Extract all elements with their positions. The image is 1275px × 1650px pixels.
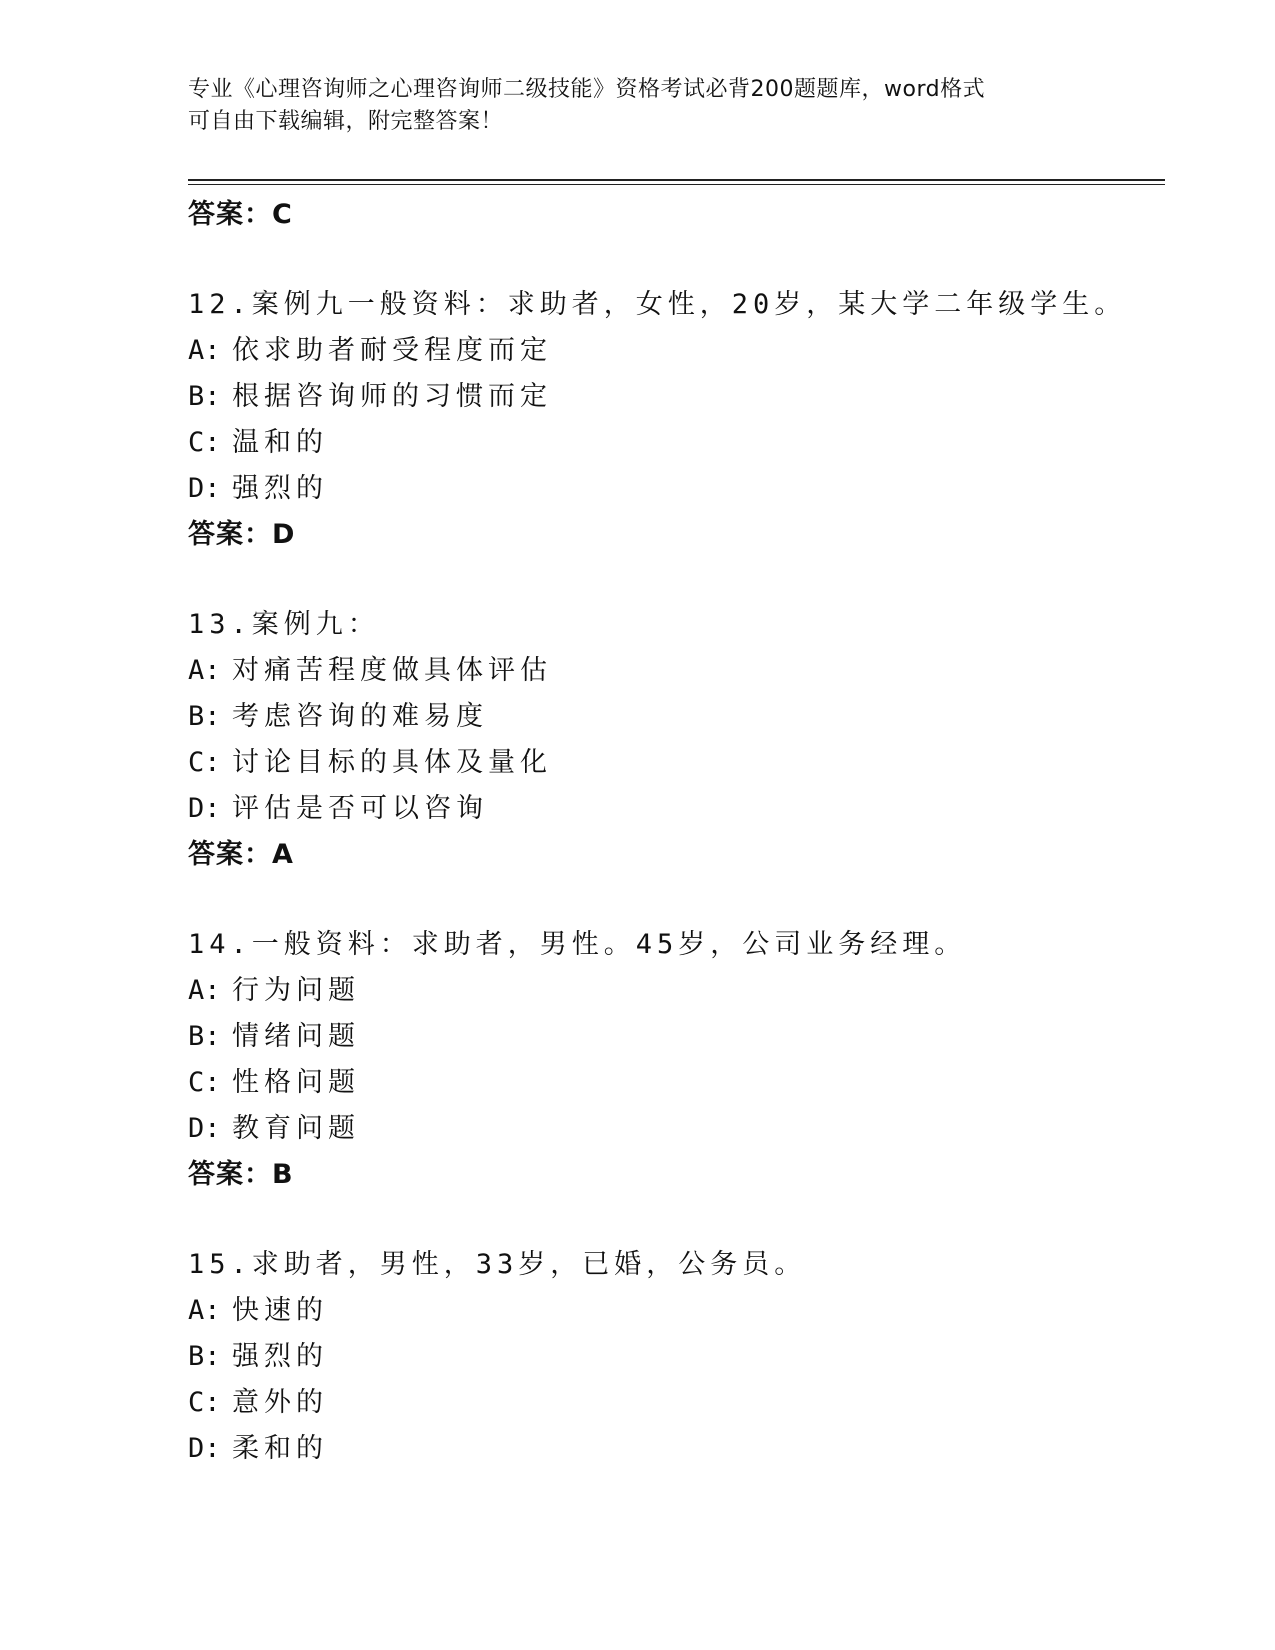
option-text: 意外的: [232, 1387, 328, 1418]
question-block: [188, 282, 1168, 558]
option-d: [188, 1426, 1168, 1472]
option-text: 性格问题: [232, 1067, 360, 1098]
option-letter: D:: [188, 1113, 221, 1144]
option-letter: C:: [188, 1067, 221, 1098]
page-header: [188, 74, 1088, 138]
option-letter: A:: [188, 1295, 221, 1326]
option-c: [188, 1380, 1168, 1426]
option-a: [188, 968, 1168, 1014]
question-block: [188, 922, 1168, 1198]
option-b: [188, 374, 1168, 420]
header-divider: [188, 179, 1165, 186]
option-text: 教育问题: [232, 1113, 360, 1144]
option-text: 考虑咨询的难易度: [232, 701, 488, 732]
option-text: 对痛苦程度做具体评估: [232, 655, 552, 686]
option-letter: A:: [188, 975, 221, 1006]
option-letter: C:: [188, 427, 221, 458]
divider-thin-line: [188, 184, 1165, 185]
option-text: 依求助者耐受程度而定: [232, 335, 552, 366]
option-letter: D:: [188, 1433, 221, 1464]
option-c: [188, 1060, 1168, 1106]
option-letter: C:: [188, 1387, 221, 1418]
answer-line: 答案：A: [188, 839, 294, 870]
option-text: 快速的: [232, 1295, 328, 1326]
question-stem: 13.案例九：: [188, 609, 380, 640]
option-letter: D:: [188, 793, 221, 824]
question-stem: 12.案例九一般资料：求助者，女性，20岁，某大学二年级学生。: [188, 289, 1127, 320]
option-text: 温和的: [232, 427, 328, 458]
option-text: 根据咨询师的习惯而定: [232, 381, 552, 412]
option-d: [188, 786, 1168, 832]
header-line-2: 可自由下载编辑，附完整答案！: [188, 109, 504, 134]
question-stem: 15.求助者，男性，33岁，已婚，公务员。: [188, 1249, 807, 1280]
option-c: [188, 740, 1168, 786]
option-letter: B:: [188, 701, 221, 732]
answer-line: 答案：B: [188, 1159, 294, 1190]
option-b: [188, 694, 1168, 740]
question-list: [188, 192, 1168, 1472]
question-block: [188, 1242, 1168, 1472]
option-text: 强烈的: [232, 1341, 328, 1372]
option-text: 行为问题: [232, 975, 360, 1006]
option-b: [188, 1014, 1168, 1060]
option-letter: A:: [188, 655, 221, 686]
option-letter: B:: [188, 1021, 221, 1052]
option-text: 情绪问题: [232, 1021, 360, 1052]
option-text: 评估是否可以咨询: [232, 793, 488, 824]
option-d: [188, 1106, 1168, 1152]
question-block: [188, 602, 1168, 878]
option-letter: D:: [188, 473, 221, 504]
option-text: 柔和的: [232, 1433, 328, 1464]
header-line-1: 专业《心理咨询师之心理咨询师二级技能》资格考试必背200题题库，word格式: [188, 77, 986, 102]
answer-line: 答案：D: [188, 519, 296, 550]
option-a: [188, 1288, 1168, 1334]
option-a: [188, 648, 1168, 694]
option-letter: C:: [188, 747, 221, 778]
answer-line: 答案：C: [188, 199, 293, 230]
option-c: [188, 420, 1168, 466]
option-text: 讨论目标的具体及量化: [232, 747, 552, 778]
option-text: 强烈的: [232, 473, 328, 504]
option-letter: B:: [188, 381, 221, 412]
option-letter: A:: [188, 335, 221, 366]
option-letter: B:: [188, 1341, 221, 1372]
option-a: [188, 328, 1168, 374]
question-stem: 14.一般资料：求助者，男性。45岁，公司业务经理。: [188, 929, 967, 960]
option-b: [188, 1334, 1168, 1380]
option-d: [188, 466, 1168, 512]
divider-thick-line: [188, 179, 1165, 181]
